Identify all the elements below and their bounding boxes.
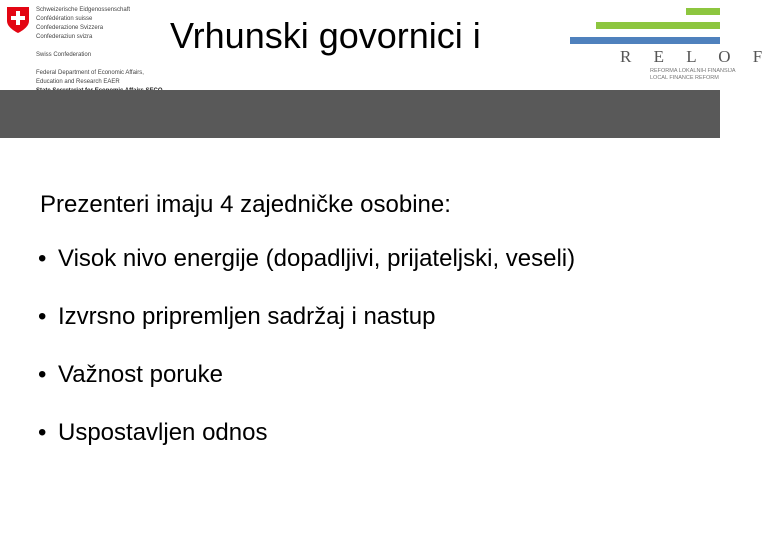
list-item — [38, 244, 575, 274]
relof-green-bar — [596, 22, 720, 29]
swiss-logo-line: Swiss Confederation — [36, 52, 92, 58]
list-item-text: Izvrsno pripremljen sadržaj i nastup — [58, 303, 436, 330]
swiss-logo-line — [36, 42, 156, 51]
relof-subtitle-line: LOCAL FINANCE REFORM — [650, 75, 719, 81]
bullet-icon: • — [38, 419, 47, 446]
intro-text: Prezenteri imaju 4 zajedničke osobine: — [40, 191, 451, 218]
list-item — [38, 418, 575, 448]
swiss-logo-line: Confédération suisse — [36, 16, 93, 22]
relof-subtitle-line: REFORMA LOKALNIH FINANSIJA — [650, 68, 736, 74]
swiss-logo-line — [36, 60, 156, 69]
bullet-icon: • — [38, 245, 47, 272]
bullet-icon: • — [38, 303, 47, 330]
swiss-confederation-logo — [6, 6, 156, 86]
header-band — [0, 90, 720, 138]
swiss-cross-icon — [6, 6, 30, 34]
relof-green-bar — [686, 8, 720, 15]
swiss-logo-line: Federal Department of Economic Affairs, — [36, 70, 144, 76]
relof-logo — [570, 0, 771, 86]
relof-blue-bar — [570, 37, 720, 44]
relof-subtitle — [650, 68, 736, 82]
swiss-logo-line: Education and Research EAER — [36, 79, 120, 85]
swiss-logo-line: Confederazione Svizzera — [36, 25, 104, 31]
swiss-logo-line: Confederaziun svizra — [36, 34, 93, 40]
swiss-logo-text — [36, 6, 156, 96]
slide-title: Vrhunski govornici i — [170, 15, 481, 56]
bullet-list — [38, 244, 575, 476]
list-item — [38, 360, 575, 390]
list-item — [38, 302, 575, 332]
relof-wordmark: R E L O F — [620, 47, 771, 66]
list-item-text: Visok nivo energije (dopadljivi, prijateljski, veseli) — [58, 245, 576, 272]
bullet-icon: • — [38, 361, 47, 388]
list-item-text: Važnost poruke — [58, 361, 223, 388]
list-item-text: Uspostavljen odnos — [58, 419, 268, 446]
swiss-logo-line: Schweizerische Eidgenossenschaft — [36, 7, 131, 13]
